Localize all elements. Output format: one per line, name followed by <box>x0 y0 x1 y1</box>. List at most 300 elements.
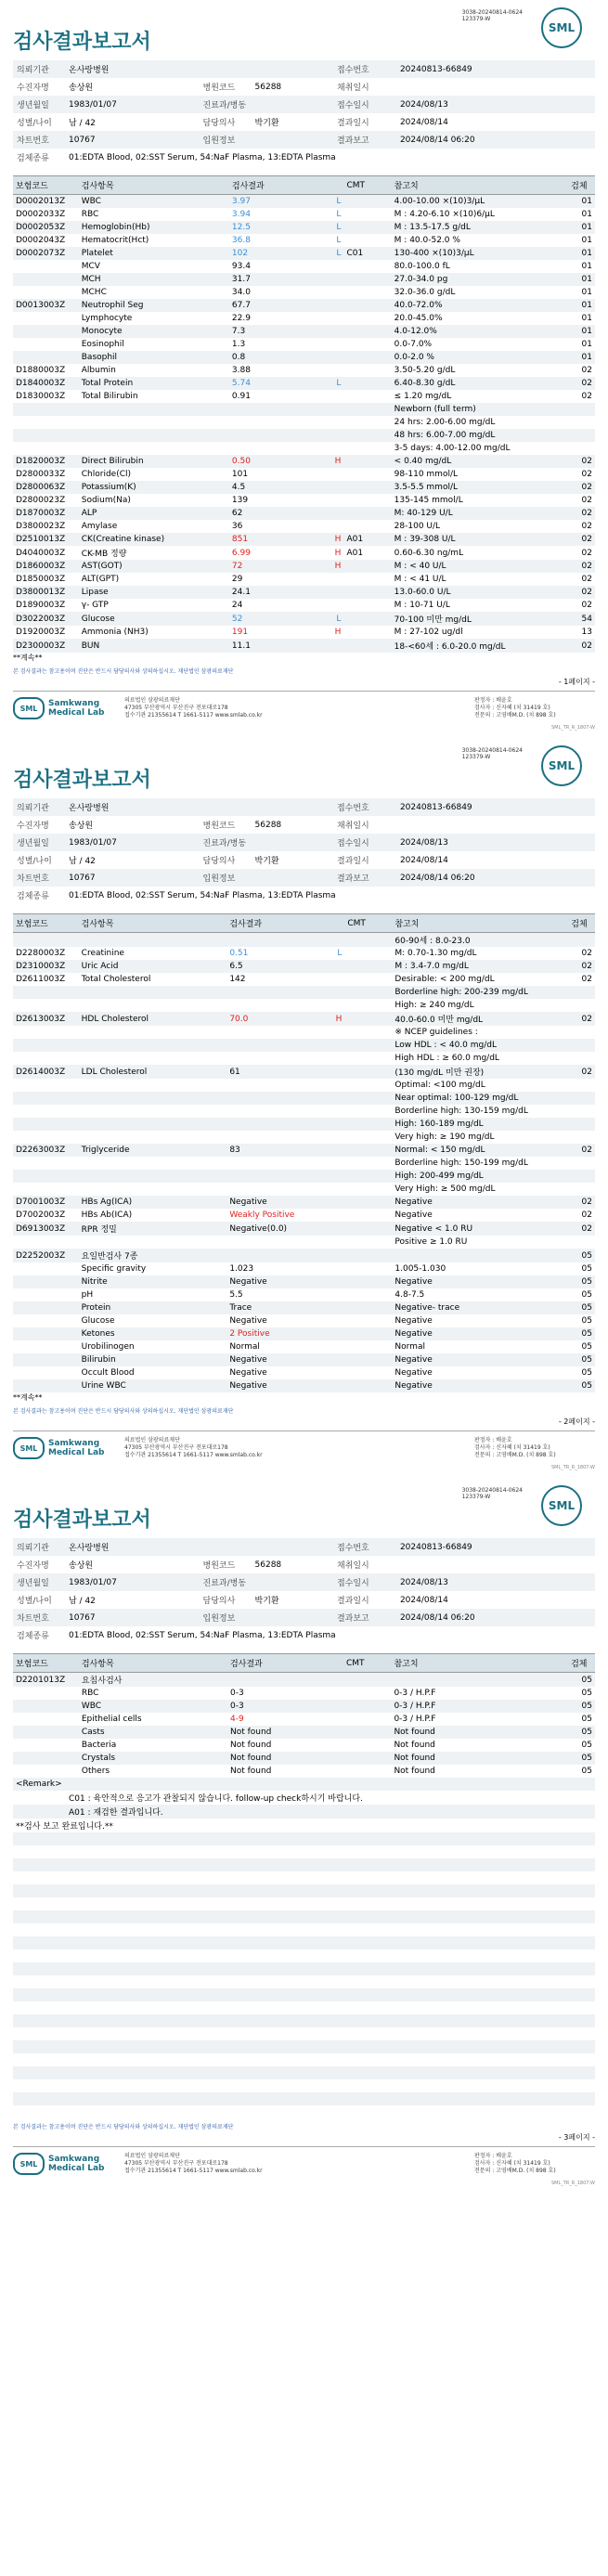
table-row <box>13 1065 595 1079</box>
blank-cell <box>79 1962 227 1975</box>
reference-range: M : 40.0-52.0 % <box>394 236 460 245</box>
results-table <box>13 175 595 653</box>
test-result <box>229 260 344 273</box>
blank-cell <box>79 2079 227 2092</box>
blank-cell <box>227 2040 343 2053</box>
blank-cell <box>568 1871 595 1884</box>
comment-code: A01 <box>346 548 364 558</box>
blank-cell <box>79 2001 227 2014</box>
blank-cell <box>391 2066 568 2079</box>
reference-range: 130-400 ×(10)3/μL <box>392 247 569 260</box>
comment-code <box>343 639 391 653</box>
table-row <box>13 960 595 973</box>
blank-cell <box>227 1936 343 1949</box>
comment-code <box>344 1105 392 1118</box>
table-row <box>13 468 595 481</box>
blank-cell <box>391 2001 568 2014</box>
continue-mark: **계속** <box>13 654 43 662</box>
sml-text <box>48 2155 104 2173</box>
table-row <box>13 299 595 312</box>
test-name: γ- GTP <box>81 601 109 610</box>
barcode-number: 3038-20240814-0624 <box>461 9 523 16</box>
insurance-code: D0002053Z <box>13 221 79 234</box>
blank-row <box>13 2105 595 2118</box>
sml-text <box>48 699 104 718</box>
test-result <box>227 1739 343 1752</box>
specimen-code: 01 <box>568 273 595 286</box>
info-value <box>252 60 333 78</box>
blank-cell <box>568 1975 595 1988</box>
insurance-code <box>13 1131 79 1144</box>
barcode-sub: 123379-W <box>461 754 491 760</box>
comment-code <box>343 1739 391 1752</box>
specimen-code: 02 <box>581 470 592 479</box>
table-row <box>13 560 595 573</box>
reference-range <box>392 1249 568 1262</box>
test-result <box>229 312 344 325</box>
reference-range: 4.00-10.00 ×(10)3/μL <box>392 195 569 209</box>
info-label: 병원코드 <box>202 1561 236 1571</box>
barcode-text <box>462 1487 523 1500</box>
table-row <box>13 626 595 639</box>
form-code: SML_TR_R_1807-W <box>550 2181 595 2186</box>
blank-cell <box>13 2053 79 2066</box>
blank-cell <box>391 1897 568 1910</box>
insurance-code: D0002073Z <box>13 247 79 260</box>
specimen-code: 02 <box>581 496 592 505</box>
result-value: 52 <box>231 614 243 624</box>
result-value: Negative <box>229 1316 267 1326</box>
test-name: Urobilinogen <box>81 1342 135 1352</box>
test-result <box>227 1765 343 1778</box>
specimen-code: 01 <box>581 288 592 297</box>
specimen-code: 02 <box>568 481 595 494</box>
info-label: 검체종류 <box>17 154 49 163</box>
comment-code <box>344 1275 392 1288</box>
comment-code <box>344 947 392 960</box>
results-header-row <box>13 176 595 195</box>
info-value <box>252 1538 333 1556</box>
specimen-code: 02 <box>581 1210 592 1220</box>
info-label: 접수일시 <box>333 834 396 851</box>
sml-name: Samkwang <box>48 2155 100 2164</box>
insurance-code: D6913003Z <box>13 1222 79 1236</box>
test-result <box>229 208 344 221</box>
reference-range: 135-145 mmol/L <box>394 496 463 505</box>
blank-cell <box>391 1988 568 2001</box>
column-header: 보험코드 <box>13 914 79 933</box>
signers <box>474 697 595 719</box>
specimen-code <box>568 1092 595 1105</box>
result-value: 6.5 <box>229 962 243 971</box>
reference-range: 20.0-45.0% <box>394 314 443 323</box>
lab-address <box>124 697 474 719</box>
result-value: 0.8 <box>231 353 246 362</box>
blank-cell <box>343 1884 391 1897</box>
comment-code <box>343 626 391 639</box>
signer-3: 전문의 : 고영배M.D. (치 898 호) <box>474 712 556 718</box>
test-name: WBC <box>79 1700 227 1713</box>
result-flag: H <box>334 562 342 571</box>
blank-cell <box>79 1884 227 1897</box>
reference-range: 28-100 U/L <box>394 522 441 531</box>
test-name: Glucose <box>81 1316 115 1326</box>
info-value: 2024/08/14 06:20 <box>396 1609 595 1626</box>
table-row <box>13 1340 595 1353</box>
test-name: Crystals <box>79 1752 227 1765</box>
insurance-code <box>13 442 79 455</box>
test-name <box>79 1105 227 1118</box>
specimen-code: 05 <box>568 1301 595 1314</box>
result-value: 3.88 <box>231 366 251 375</box>
sml-mark-icon: SML <box>13 2153 45 2175</box>
sml-logo-icon: SML <box>541 1485 582 1526</box>
result-value: Negative <box>229 1355 267 1365</box>
reference-range <box>391 1673 568 1688</box>
blank-cell <box>343 2001 391 2014</box>
reference-range: Borderline high: 150-199 mg/dL <box>395 1159 528 1168</box>
table-row <box>13 1222 595 1236</box>
test-result <box>226 1222 344 1236</box>
table-row <box>13 1183 595 1196</box>
table-row <box>13 1012 595 1026</box>
blank-cell <box>343 1936 391 1949</box>
test-result <box>229 325 344 338</box>
comment-code <box>343 221 391 234</box>
blank-cell <box>227 2001 343 2014</box>
test-name: Total Cholesterol <box>81 975 151 984</box>
blank-cell <box>568 1897 595 1910</box>
specimen-code: 02 <box>568 1144 595 1157</box>
info-value: 2024/08/13 <box>396 96 595 113</box>
info-value: 2024/08/13 <box>396 1573 595 1591</box>
info-value: 박기환 <box>254 1597 279 1606</box>
sml-name2: Medical Lab <box>48 2164 105 2173</box>
test-result <box>226 1105 344 1118</box>
blank-cell <box>391 2027 568 2040</box>
test-name: Chloride(Cl) <box>81 470 132 479</box>
info-label: 결과일시 <box>336 119 369 128</box>
test-result <box>229 429 344 442</box>
test-name: ALP <box>79 507 229 520</box>
test-result <box>226 973 344 986</box>
comment-code <box>343 1713 391 1726</box>
insurance-code <box>13 1752 79 1765</box>
comment-code <box>344 960 392 973</box>
info-row <box>13 60 595 78</box>
comment-code <box>343 286 391 299</box>
test-name: RBC <box>81 1689 99 1698</box>
reference-range: M : 13.5-17.5 g/dL <box>392 221 569 234</box>
insurance-code <box>13 338 79 351</box>
insurance-code <box>13 1105 79 1118</box>
test-name <box>79 1079 227 1092</box>
specimen-code: 05 <box>568 1353 595 1366</box>
reference-range: 80.0-100.0 fL <box>394 262 450 271</box>
insurance-code: D2510013Z <box>13 533 79 546</box>
barcode-sub: 123379-W <box>461 1494 491 1500</box>
report-footer <box>13 1430 595 1465</box>
specimen-code: 13 <box>581 628 592 637</box>
reference-range: 3.5-5.5 mmol/L <box>392 481 569 494</box>
test-result <box>226 1065 344 1079</box>
test-result <box>227 1673 343 1688</box>
blank-cell <box>79 1871 227 1884</box>
table-row <box>13 533 595 546</box>
report-page-2 <box>0 738 608 1470</box>
info-value <box>396 78 595 96</box>
specimen-code: 01 <box>568 351 595 364</box>
blank-cell <box>227 1897 343 1910</box>
reference-range: 6.40-8.30 g/dL <box>392 377 569 390</box>
test-result <box>226 1012 344 1026</box>
info-row <box>13 1573 595 1591</box>
test-name: BUN <box>79 639 229 653</box>
comment-code <box>343 586 391 599</box>
test-result <box>229 560 344 573</box>
table-row <box>13 1026 595 1039</box>
reference-range: 0.0-7.0% <box>394 340 433 349</box>
specimen-code: 01 <box>581 340 592 349</box>
blank-cell <box>568 2014 595 2027</box>
blank-cell <box>391 1858 568 1871</box>
info-value <box>396 816 595 834</box>
table-row <box>13 286 595 299</box>
column-header: 검사결과 <box>226 914 344 933</box>
blank-cell <box>391 1936 568 1949</box>
blank-cell <box>343 1949 391 1962</box>
insurance-code <box>13 1739 79 1752</box>
blank-row <box>13 1884 595 1897</box>
blank-cell <box>391 1884 568 1897</box>
reference-range: Normal <box>395 1342 425 1352</box>
blank-cell <box>13 2066 79 2079</box>
sml-mark-icon: SML <box>13 1437 45 1459</box>
column-header: 검사항목 <box>79 914 227 933</box>
blank-row <box>13 1845 595 1858</box>
result-value: 0-3 <box>229 1702 244 1711</box>
comment-code <box>343 560 391 573</box>
blank-cell <box>343 2066 391 2079</box>
result-value: Negative <box>229 1197 267 1207</box>
blank-cell <box>568 2040 595 2053</box>
reference-range: M : 3.4-7.0 mg/dL <box>392 960 568 973</box>
specimen-code: 05 <box>568 1249 595 1262</box>
test-result <box>229 481 344 494</box>
reference-range: Positive ≥ 1.0 RU <box>395 1237 468 1247</box>
blank-cell <box>227 1962 343 1975</box>
blank-cell <box>227 2105 343 2118</box>
table-row <box>13 1170 595 1183</box>
reference-range: (130 mg/dL 미만 권장) <box>392 1065 568 1079</box>
test-result <box>227 1713 343 1726</box>
comment-code <box>344 973 392 986</box>
info-value <box>396 1556 595 1573</box>
specimen-code: 05 <box>581 1342 592 1352</box>
blank-row <box>13 1858 595 1871</box>
sml-logo-icon: SML <box>541 745 582 786</box>
specimen-code: 05 <box>581 1741 592 1750</box>
table-row <box>13 986 595 999</box>
comment-code <box>343 520 391 533</box>
info-row <box>13 96 595 113</box>
info-label: 성별/나이 <box>17 1597 52 1606</box>
column-header: 검체 <box>568 914 595 933</box>
result-flag: L <box>336 223 342 232</box>
remark-row <box>13 1819 595 1832</box>
test-name: LDL Cholesterol <box>79 1065 227 1079</box>
table-row <box>13 1209 595 1222</box>
blank-cell <box>13 1897 79 1910</box>
info-row <box>13 851 595 869</box>
table-row <box>13 1700 595 1713</box>
result-value: 3.94 <box>231 210 251 219</box>
info-label: 수진자명 <box>17 822 49 831</box>
specimen-code: 01 <box>568 247 595 260</box>
reference-range: High: 200-499 mg/dL <box>392 1170 568 1183</box>
signer-1: 판정자 : 배윤호 <box>474 697 512 704</box>
info-row <box>13 869 595 887</box>
info-label: 차트번호 <box>13 1609 65 1626</box>
test-name <box>79 1157 227 1170</box>
page-number: - 3페이지 - <box>558 2133 595 2142</box>
test-result <box>226 1079 344 1092</box>
table-row <box>13 1314 595 1327</box>
lab-contact: 접수기관 21355614 T 1661-5117 www.smlab.co.kr <box>124 1452 263 1458</box>
table-row <box>13 1236 595 1249</box>
comment-code <box>344 1092 392 1105</box>
comment-code <box>344 1196 392 1209</box>
lab-contact: 접수기관 21355614 T 1661-5117 www.smlab.co.kr <box>124 712 263 718</box>
result-value: 24 <box>231 601 243 610</box>
insurance-code <box>13 273 79 286</box>
info-row <box>13 1556 595 1573</box>
blank-cell <box>343 1845 391 1858</box>
blank-cell <box>343 1832 391 1845</box>
report-header <box>13 1478 595 1533</box>
sml-name: Samkwang <box>48 1439 100 1448</box>
blank-cell <box>227 1832 343 1845</box>
test-result <box>229 626 344 639</box>
insurance-code <box>13 1275 79 1288</box>
result-flag: H <box>334 628 342 637</box>
test-result <box>229 299 344 312</box>
reference-range: M : < 41 U/L <box>394 575 446 584</box>
test-name: HBs Ag(ICA) <box>79 1196 227 1209</box>
reference-range: 70-100 미만 mg/dL <box>392 612 569 626</box>
result-value: 2 Positive <box>229 1329 270 1339</box>
table-row <box>13 1673 595 1688</box>
result-value: 4-9 <box>229 1715 244 1724</box>
table-row <box>13 520 595 533</box>
insurance-code <box>13 1092 79 1105</box>
test-result <box>229 273 344 286</box>
result-value: 7.3 <box>231 327 246 336</box>
blank-row <box>13 2001 595 2014</box>
column-header: CMT <box>343 1654 391 1673</box>
insurance-code: D2800023Z <box>16 496 66 505</box>
test-result <box>226 1353 344 1366</box>
signer-2: 검사자 : 신자혜 (치 31419 호) <box>474 705 550 711</box>
blank-cell <box>568 1962 595 1975</box>
reference-range: 1.005-1.030 <box>395 1264 446 1274</box>
comment-code <box>343 260 391 273</box>
info-value: 20240813-66849 <box>396 798 595 816</box>
blank-cell <box>227 2066 343 2079</box>
reference-range: M : 10-71 U/L <box>394 601 450 610</box>
result-value: Negative(0.0) <box>229 1223 288 1234</box>
comment-code <box>344 1039 392 1052</box>
result-value: 29 <box>231 575 243 584</box>
specimen-code: 01 <box>568 195 595 209</box>
comment-code <box>343 442 391 455</box>
blank-row <box>13 2014 595 2027</box>
table-row <box>13 234 595 247</box>
specimen-code: 02 <box>581 601 592 610</box>
result-value: Trace <box>229 1303 252 1313</box>
info-label: 결과보고 <box>333 1609 396 1626</box>
test-result <box>229 455 344 468</box>
result-value: 142 <box>229 975 246 984</box>
test-name: Lipase <box>79 586 229 599</box>
blank-cell <box>227 2053 343 2066</box>
blank-cell <box>391 1949 568 1962</box>
test-name: Specific gravity <box>81 1264 147 1274</box>
info-label: 채취일시 <box>336 822 369 831</box>
info-label: 입원정보 <box>200 1609 252 1626</box>
insurance-code: D2280003Z <box>16 949 66 958</box>
test-name: Occult Blood <box>81 1368 135 1378</box>
blank-cell <box>13 2027 79 2040</box>
reference-range: < 0.40 mg/dL <box>392 455 569 468</box>
specimen-code: 02 <box>581 392 592 401</box>
reference-range: 0-3 / H.P.F <box>394 1715 436 1724</box>
insurance-code <box>13 1340 79 1353</box>
reference-range: 4.8-7.5 <box>395 1290 425 1300</box>
blank-row <box>13 2079 595 2092</box>
result-value: 36 <box>231 522 243 531</box>
specimen-code <box>568 442 595 455</box>
test-result <box>226 1209 344 1222</box>
table-row <box>13 1262 595 1275</box>
specimen-code: 01 <box>568 299 595 312</box>
blank-cell <box>13 1962 79 1975</box>
test-result <box>226 1118 344 1131</box>
test-name: Total Bilirubin <box>81 392 138 401</box>
result-value: 0.91 <box>231 392 251 401</box>
reference-range: 40.0-72.0% <box>392 299 569 312</box>
comment-code <box>343 325 391 338</box>
specimen-code: 05 <box>568 1752 595 1765</box>
reference-range: Very High: ≥ 500 mg/dL <box>395 1184 496 1194</box>
sml-name2: Medical Lab <box>48 708 105 718</box>
test-result <box>229 520 344 533</box>
test-name <box>79 1039 227 1052</box>
test-result <box>227 1726 343 1739</box>
info-label: 차트번호 <box>13 869 65 887</box>
specimen-code <box>568 1131 595 1144</box>
signer-2: 검사자 : 신자혜 (치 31419 호) <box>474 2160 550 2167</box>
info-value: 1983/01/07 <box>65 96 200 113</box>
test-name: CK-MB 정량 <box>81 550 127 559</box>
test-name <box>79 429 229 442</box>
report-page-3 <box>0 1478 608 2186</box>
insurance-code: D2300003Z <box>13 639 79 653</box>
test-name: Direct Bilirubin <box>79 455 229 468</box>
specimen-code: 02 <box>568 639 595 653</box>
specimen-code: 05 <box>581 1767 592 1776</box>
test-name: Platelet <box>79 247 229 260</box>
